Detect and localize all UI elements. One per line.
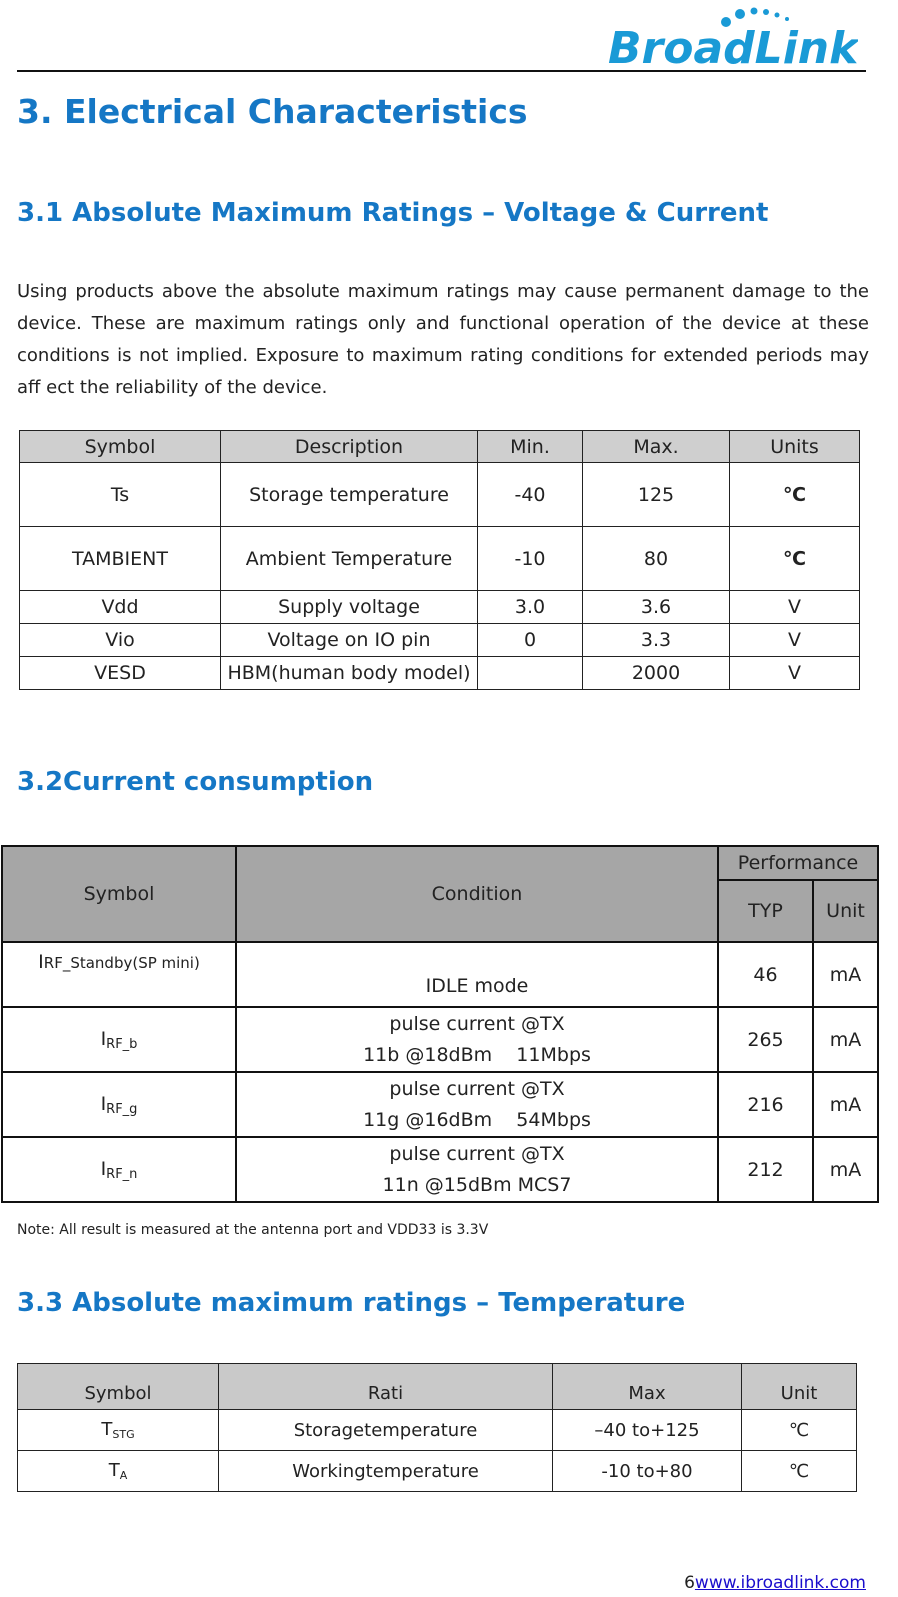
cell-rating: Storagetemperature <box>219 1410 553 1451</box>
col-header: Min. <box>478 431 583 463</box>
table-row <box>18 1451 857 1492</box>
cell-max: 2000 <box>583 657 730 690</box>
cell-condition: pulse current @TX 11g @16dBm 54Mbps <box>236 1072 718 1137</box>
col-header: Description <box>221 431 478 463</box>
cell-symbol: $I_{RF\_n}$ <box>2 1137 236 1202</box>
table-row <box>2 1007 878 1072</box>
cell-symbol: $T_A$ <box>18 1451 219 1492</box>
cell-max: 3.3 <box>583 624 730 657</box>
measurement-note: Note: All result is measured at the antenna port and VDD33 is 3.3V <box>17 1222 489 1238</box>
cell-unit: mA <box>813 1007 878 1072</box>
col-header: Units <box>730 431 860 463</box>
cell-units: V <box>730 657 860 690</box>
voltage-current-table <box>19 430 860 690</box>
cell-units: ℃ <box>730 527 860 591</box>
cell-symbol: $T_{STG}$ <box>18 1410 219 1451</box>
cell-max: -10 to+80 <box>553 1451 742 1492</box>
cell-description: Ambient Temperature <box>221 527 478 591</box>
temperature-table <box>17 1363 857 1492</box>
table-row <box>2 942 878 1007</box>
cell-typ: 212 <box>718 1137 813 1202</box>
cell-max: 3.6 <box>583 591 730 624</box>
cell-description: Supply voltage <box>221 591 478 624</box>
table-row <box>20 463 860 527</box>
table-row <box>20 657 860 690</box>
cell-condition: IDLE mode <box>236 942 718 1007</box>
broadlink-logo <box>608 6 858 66</box>
cell-symbol: Vio <box>20 624 221 657</box>
current-consumption-table <box>1 845 879 1203</box>
cell-min: -10 <box>478 527 583 591</box>
cell-condition: pulse current @TX 11b @18dBm 11Mbps <box>236 1007 718 1072</box>
cell-units: V <box>730 624 860 657</box>
section-heading-3-2: 3.2Current consumption <box>17 767 374 797</box>
table-row <box>2 1137 878 1202</box>
cell-symbol: $I_{RF\_b}$ <box>2 1007 236 1072</box>
cell-symbol: $I_{RF\_g}$ <box>2 1072 236 1137</box>
footer <box>684 1573 866 1593</box>
cell-condition: pulse current @TX 11n @15dBm MCS7 <box>236 1137 718 1202</box>
cell-min: -40 <box>478 463 583 527</box>
table-row <box>18 1410 857 1451</box>
cell-unit: mA <box>813 1137 878 1202</box>
cell-min <box>478 657 583 690</box>
cell-unit: ℃ <box>742 1410 857 1451</box>
col-header-unit: Unit <box>813 880 878 942</box>
cell-typ: 216 <box>718 1072 813 1137</box>
col-header: Unit <box>742 1364 857 1410</box>
table-row <box>2 1072 878 1137</box>
table-row <box>20 527 860 591</box>
cell-max: 125 <box>583 463 730 527</box>
cell-description: HBM(human body model) <box>221 657 478 690</box>
col-header: Max <box>553 1364 742 1410</box>
website-link[interactable]: www.ibroadlink.com <box>694 1573 866 1593</box>
cell-typ: 265 <box>718 1007 813 1072</box>
cell-description: Voltage on IO pin <box>221 624 478 657</box>
cell-max: 80 <box>583 527 730 591</box>
cell-units: V <box>730 591 860 624</box>
col-header-typ: TYP <box>718 880 813 942</box>
col-header-performance: Performance <box>718 846 878 880</box>
col-header-symbol: Symbol <box>2 846 236 942</box>
warning-paragraph: Using products above the absolute maximum ratings may cause permanent damage to the device. These are maximum ratings only and functional operation of the device at these conditions is not implied. Exposure to maximum rating conditions for extended periods may aff ect the reliability of the device. <box>17 281 869 398</box>
cell-description: Storage temperature <box>221 463 478 527</box>
cell-unit: ℃ <box>742 1451 857 1492</box>
page-number: 6 <box>684 1573 695 1593</box>
col-header: Symbol <box>18 1364 219 1410</box>
cell-symbol: IRF_Standby(SP mini) <box>2 942 236 1007</box>
cell-symbol: Vdd <box>20 591 221 624</box>
cell-rating: Workingtemperature <box>219 1451 553 1492</box>
cell-symbol: TAMBIENT <box>20 527 221 591</box>
cell-symbol: Ts <box>20 463 221 527</box>
cell-unit: mA <box>813 1072 878 1137</box>
table-row <box>20 624 860 657</box>
svg-text:BroadLink: BroadLink <box>608 23 858 66</box>
cell-typ: 46 <box>718 942 813 1007</box>
cell-min: 0 <box>478 624 583 657</box>
col-header: Max. <box>583 431 730 463</box>
col-header-condition: Condition <box>236 846 718 942</box>
header-rule <box>17 70 866 72</box>
section-heading-3-3: 3.3 Absolute maximum ratings – Temperature <box>17 1288 686 1318</box>
cell-max: –40 to+125 <box>553 1410 742 1451</box>
table-row <box>20 591 860 624</box>
page-title: 3. Electrical Characteristics <box>17 92 528 131</box>
col-header: Symbol <box>20 431 221 463</box>
col-header: Rati <box>219 1364 553 1410</box>
cell-units: ℃ <box>730 463 860 527</box>
cell-min: 3.0 <box>478 591 583 624</box>
cell-symbol: VESD <box>20 657 221 690</box>
cell-unit: mA <box>813 942 878 1007</box>
section-heading-3-1: 3.1 Absolute Maximum Ratings – Voltage & Current <box>17 198 769 228</box>
